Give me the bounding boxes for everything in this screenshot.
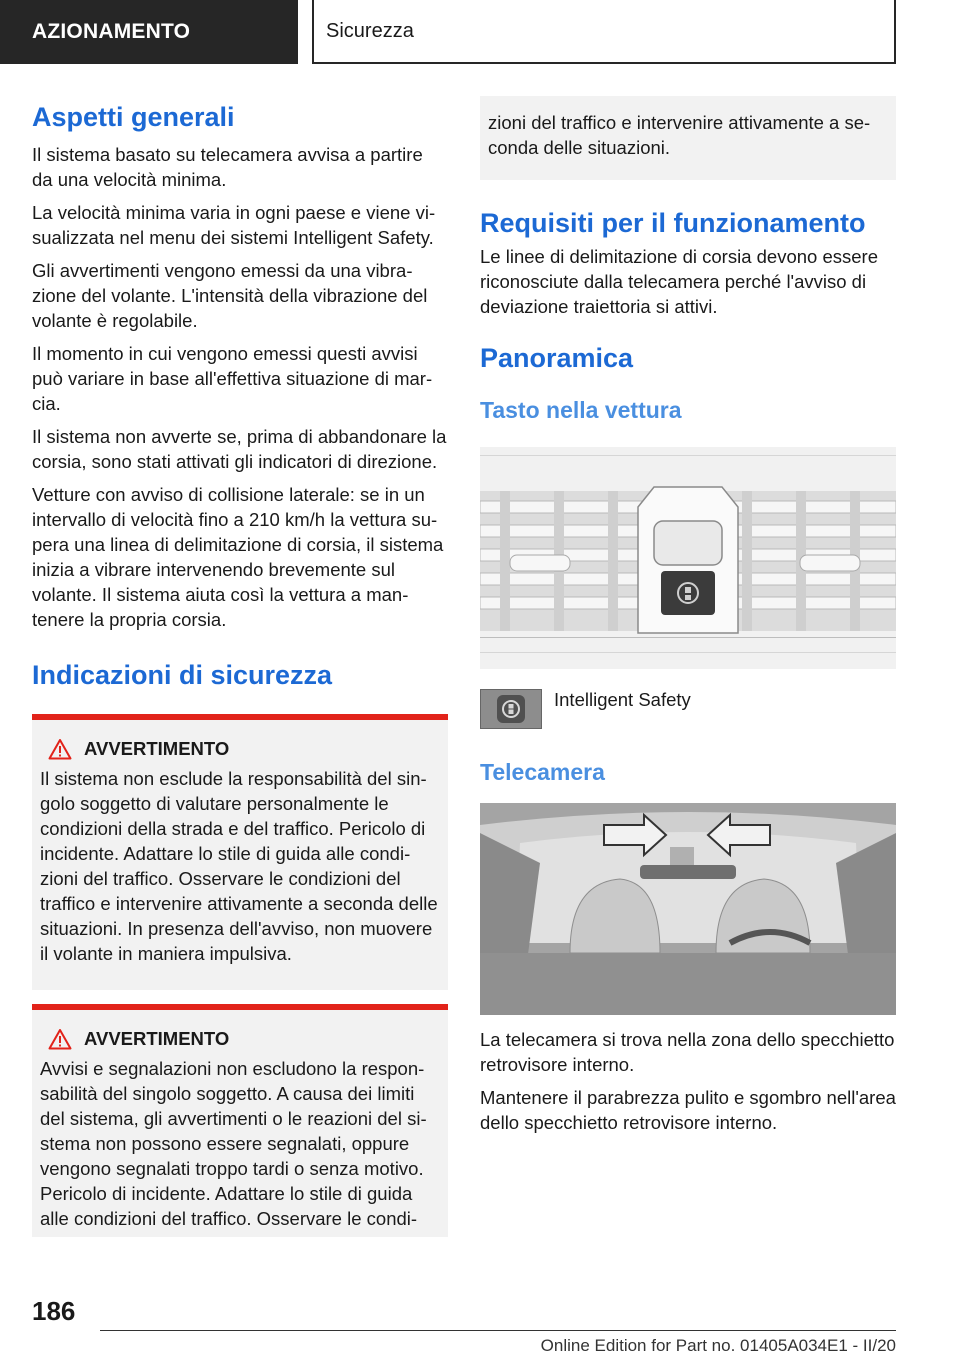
button-legend-row <box>480 689 896 729</box>
warning-text: Avvisi e segnalazioni non escludono la responsabilità del singolo soggetto. A causa dei limiti del sistema, gli avvertimenti o le reazioni del sistema non possono essere segnalati, oppure vengono segnalati troppo tardi o senza motivo. Pericolo di incidente. Adattare lo stile di guida alle condizioni del traffico. Osservare le condi- <box>40 1058 427 1229</box>
warning-title: AVVERTIMENTO <box>84 738 230 759</box>
paragraph: Il momento in cui vengono emessi questi avvisi può variare in base all'effettiva situazione di marcia. <box>32 343 433 414</box>
heading-telecamera: Telecamera <box>480 759 605 785</box>
intelligent-safety-button-thumbnail <box>480 689 542 729</box>
warning-box-2 <box>32 1004 448 1237</box>
paragraph: Gli avvertimenti vengono emessi da una vibrazione del volante. L'intensità della vibrazione del volante è regolabile. <box>32 260 428 331</box>
right-column <box>480 100 896 1135</box>
header-section-tab <box>0 0 298 64</box>
intelligent-safety-icon <box>496 694 526 724</box>
warning-title-row <box>40 738 440 760</box>
heading-indicazioni-sicurezza: Indicazioni di sicurezza <box>32 660 333 690</box>
paragraph: Mantenere il parabrezza pulito e sgombro nell'area dello specchietto retrovisore interno. <box>480 1087 896 1133</box>
heading-panoramica: Panoramica <box>480 343 634 373</box>
warning-box-2-continuation <box>480 96 896 180</box>
footer-edition-text: Online Edition for Part no. 01405A034E1 - II/20 <box>540 1336 896 1355</box>
paragraph: Il sistema basato su telecamera avvisa a partire da una velocità minima. <box>32 144 423 190</box>
intelligent-safety-label: Intelligent Safety <box>554 689 691 710</box>
air-vent-panel-illustration <box>480 447 896 669</box>
warning-text-continued: zioni del traffico e intervenire attivamente a seconda delle situazioni. <box>488 112 871 158</box>
header-section-label: AZIONAMENTO <box>32 20 191 43</box>
warning-title-row <box>40 1028 440 1050</box>
paragraph: La telecamera si trova nella zona dello specchietto retrovisore interno. <box>480 1029 895 1075</box>
heading-tasto-vettura: Tasto nella vettura <box>480 397 682 423</box>
paragraph: La velocità minima varia in ogni paese e viene visualizzata nel menu dei sistemi Intelligent Safety. <box>32 202 436 248</box>
footer-divider <box>100 1330 896 1331</box>
header-chapter-tab <box>312 0 896 64</box>
heading-requisiti: Requisiti per il funzionamento <box>480 208 866 238</box>
camera-location-photo <box>480 803 896 1015</box>
page-number: 186 <box>32 1296 76 1326</box>
paragraph: Vetture con avviso di collisione laterale: se in un intervallo di velocità fino a 210 km/h la vettura supera una linea di delimitazione di corsia, il sistema inizia a vibrare intervenendo brevemente sul volante. Il sistema aiuta così la vettura a mantenere la propria corsia. <box>32 484 444 630</box>
car-interior-illustration <box>480 803 896 1015</box>
warning-text: Il sistema non esclude la responsabilità del singolo soggetto di valutare personalmente le condizioni della strada e del traffico. Pericolo di incidente. Adattare lo stile di guida alle condizioni del traffico. Osservare le condizioni del traffico e intervenire attivamente a seconda delle situazioni. In presenza dell'avviso, non muovere il volante in maniera impulsiva. <box>40 768 438 964</box>
warning-box-1 <box>32 714 448 990</box>
button-panel-photo <box>480 447 896 669</box>
header-chapter-label: Sicurezza <box>326 19 414 42</box>
heading-aspetti-generali: Aspetti generali <box>32 102 235 132</box>
paragraph: Il sistema non avverte se, prima di abbandonare la corsia, sono stati attivati gli indicatori di direzione. <box>32 426 447 472</box>
warning-triangle-icon <box>48 738 72 760</box>
warning-triangle-icon <box>48 1028 72 1050</box>
warning-title: AVVERTIMENTO <box>84 1028 230 1049</box>
paragraph: Le linee di delimitazione di corsia devono essere riconosciute dalla telecamera perché l'avviso di deviazione traiettoria si attivi. <box>480 246 878 317</box>
left-column <box>32 100 448 1237</box>
